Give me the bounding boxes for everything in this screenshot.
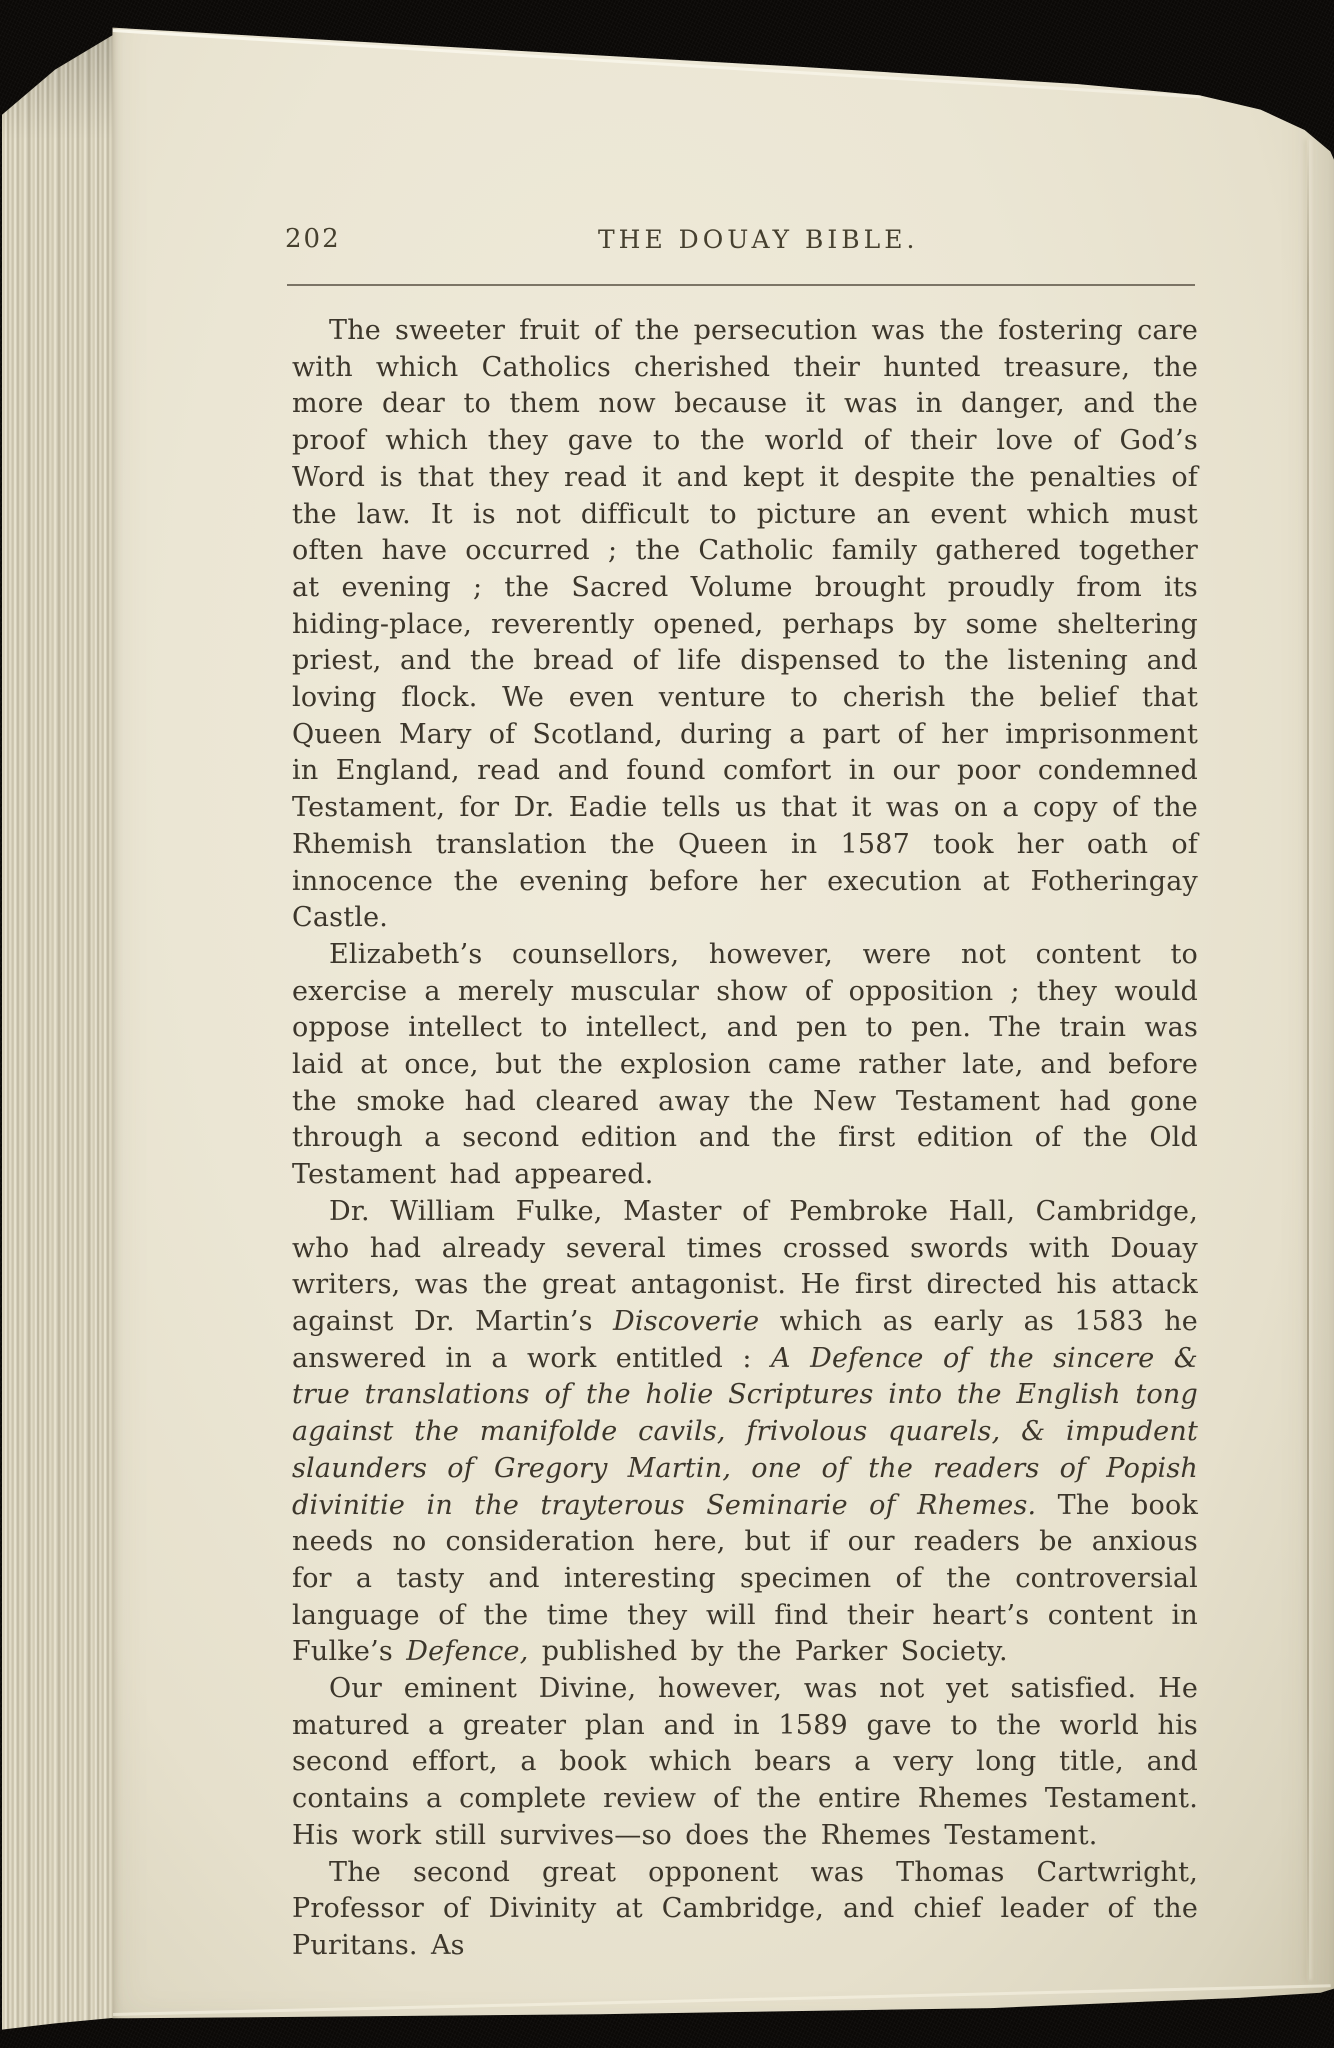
text-run: The sweeter fruit of the persecution was the fostering care with which Catholics cherished their hunted treasure, the more dear to them now because it was in danger, and the proof which they gave to the world of their love of God’s Word is that they read it and kept it despite the penalties of the law. It is not difficult to picture an event which must often have occurred ; the Catholic family gathered together at evening ; the Sacred Volume brought proudly from its hiding-place, reverently opened, perhaps by some sheltering priest, and the bread of life dispensed to the listening and loving flock. We even venture to cherish the belief that Queen Mary of Scotland, during a part of her imprisonment in England, read and found comfort in our poor condemned Testament, for Dr. Eadie tells us that it was on a copy of the Rhemish translation the Queen in 1587 took her oath of innocence the evening before her execution at Fotheringay Castle.	[292, 315, 1198, 934]
text-run: which as early as 1583 he answered in a work entitled :	[292, 1305, 1198, 1374]
text-run: Dr. William Fulke, Master of Pembroke Hall, Cambridge, who had already several times crossed swords with Douay writers, was the great antagonist. He first directed his attack against Dr. Martin’s	[292, 1195, 1198, 1337]
running-header: THE DOUAY BIBLE.	[597, 225, 919, 254]
paragraph-3	[292, 1194, 1198, 1671]
italic-text-run: Discoverie	[613, 1305, 760, 1337]
paragraph-1	[292, 313, 1198, 937]
text-run: Our eminent Divine, however, was not yet satisfied. He matured a greater plan and in 1589 gave to the world his second effort, a book which bears a very long title, and contains a complete review of the entire Rhemes Testament. His work still survives—so does the Rhemes Testament.	[292, 1673, 1198, 1851]
text-run: The book needs no consideration here, but if our readers be anxious for a tasty and interesting specimen of the controversial language of the time they will find their heart’s content in Fulke’s	[292, 1489, 1199, 1668]
header-rule	[287, 284, 1195, 286]
paragraph-2	[292, 937, 1198, 1194]
italic-text-run: A Defence of the sincere & true translations of the holie Scriptures into the English tong against the manifolde cavils, frivolous quarels, & impudent slaunders of Gregory Martin, one of the readers of Popish divinitie in the trayterous Seminarie of Rhemes.	[292, 1342, 1198, 1521]
body-text	[292, 313, 1198, 1965]
page-header-row	[285, 224, 1195, 256]
page-number: 202	[285, 224, 341, 254]
text-run: The second great opponent was Thomas Cartwright, Professor of Divinity at Cambridge, and chief leader of the Puritans. As	[292, 1856, 1198, 1961]
paragraph-5	[292, 1855, 1198, 1965]
text-run: published by the Parker Society.	[528, 1636, 1008, 1668]
paragraph-4	[292, 1671, 1198, 1855]
italic-text-run: Defence,	[406, 1636, 529, 1668]
text-run: Elizabeth’s counsellors, however, were not content to exercise a merely muscular show of opposition ; they would oppose intellect to intellect, and pen to pen. The train was laid at once, but the explosion came rather late, and before the smoke had cleared away the New Testament had gone through a second edition and the first edition of the Old Testament had appeared.	[292, 938, 1198, 1191]
